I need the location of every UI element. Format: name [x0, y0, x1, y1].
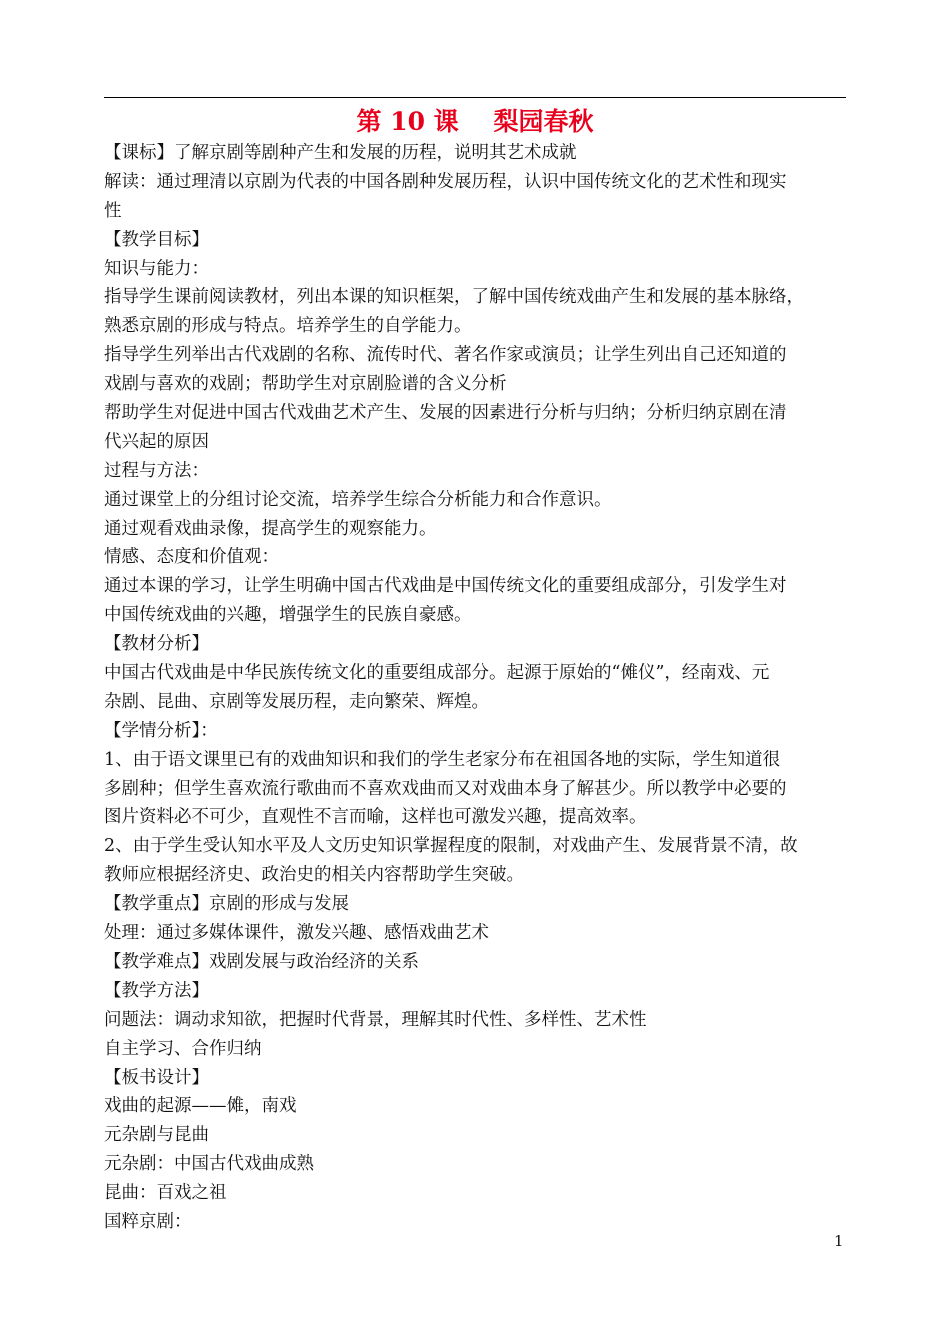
- text-line: 元杂剧与昆曲: [104, 1125, 209, 1146]
- text-line: 戏剧与喜欢的戏剧；帮助学生对京剧脸谱的含义分析: [104, 374, 507, 395]
- text-line: 【教材分析】: [104, 634, 209, 655]
- text-line: 自主学习、合作归纳: [104, 1038, 262, 1059]
- text-line: 【学情分析】：: [104, 720, 218, 741]
- text-line: 多剧种；但学生喜欢流行歌曲而不喜欢戏曲而又对戏曲本身了解甚少。所以教学中必要的: [104, 778, 787, 799]
- text-line: 2、由于学生受认知水平及人文历史知识掌握程度的限制，对戏曲产生、发展背景不清，故: [104, 836, 798, 857]
- text-line: 图片资料必不可少，直观性不言而喻，这样也可激发兴趣，提高效率。: [104, 807, 647, 828]
- text-line: 解读：通过理清以京剧为代表的中国各剧种发展历程，认识中国传统文化的艺术性和现实: [104, 171, 787, 192]
- header-rule: [104, 97, 846, 98]
- text-line: 指导学生列举出古代戏剧的名称、流传时代、著名作家或演员；让学生列出自己还知道的: [104, 345, 787, 366]
- text-line: 中国古代戏曲是中华民族传统文化的重要组成部分。起源于原始的“傩仪”，经南戏、元: [104, 663, 770, 684]
- text-line: 指导学生课前阅读教材，列出本课的知识框架，了解中国传统戏曲产生和发展的基本脉络，: [104, 287, 804, 308]
- text-line: 处理：通过多媒体课件，激发兴趣、感悟戏曲艺术: [104, 923, 489, 944]
- text-line: 通过观看戏曲录像，提高学生的观察能力。: [104, 518, 437, 539]
- text-line: 元杂剧：中国古代戏曲成熟: [104, 1154, 314, 1175]
- text-line: 【教学重点】京剧的形成与发展: [104, 894, 349, 915]
- text-line: 戏曲的起源——傩，南戏: [104, 1096, 297, 1117]
- text-line: 代兴起的原因: [104, 431, 209, 452]
- document-body: [104, 139, 850, 1237]
- text-line: 问题法：调动求知欲，把握时代背景，理解其时代性、多样性、艺术性: [104, 1009, 647, 1030]
- text-line: 【课标】了解京剧等剧种产生和发展的历程，说明其艺术成就: [104, 143, 577, 163]
- text-line: 性: [104, 200, 122, 221]
- text-line: 【教学目标】: [104, 229, 209, 250]
- text-line: 知识与能力：: [104, 258, 209, 279]
- text-line: 通过本课的学习，让学生明确中国古代戏曲是中国传统文化的重要组成部分，引发学生对: [104, 576, 787, 597]
- text-line: 【教学方法】: [104, 980, 209, 1001]
- text-line: 帮助学生对促进中国古代戏曲艺术产生、发展的因素进行分析与归纳；分析归纳京剧在清: [104, 403, 787, 424]
- text-line: 中国传统戏曲的兴趣，增强学生的民族自豪感。: [104, 605, 472, 626]
- text-line: 【板书设计】: [104, 1067, 209, 1088]
- page-title: 第 10 课 梨园春秋: [356, 107, 594, 136]
- text-line: 1、由于语文课里已有的戏曲知识和我们的学生老家分布在祖国各地的实际，学生知道很: [104, 749, 781, 770]
- text-line: 过程与方法：: [104, 460, 209, 481]
- text-line: 通过课堂上的分组讨论交流，培养学生综合分析能力和合作意识。: [104, 489, 612, 510]
- text-line: 教师应根据经济史、政治史的相关内容帮助学生突破。: [104, 865, 524, 886]
- text-line: 【教学难点】戏剧发展与政治经济的关系: [104, 951, 419, 972]
- text-line: 熟悉京剧的形成与特点。培养学生的自学能力。: [104, 316, 472, 337]
- text-line: 杂剧、昆曲、京剧等发展历程，走向繁荣、辉煌。: [104, 691, 489, 712]
- text-line: 情感、态度和价值观：: [104, 547, 279, 568]
- text-line: 昆曲：百戏之祖: [104, 1183, 227, 1204]
- page-number: 1: [834, 1232, 844, 1250]
- text-line: 国粹京剧：: [104, 1211, 192, 1232]
